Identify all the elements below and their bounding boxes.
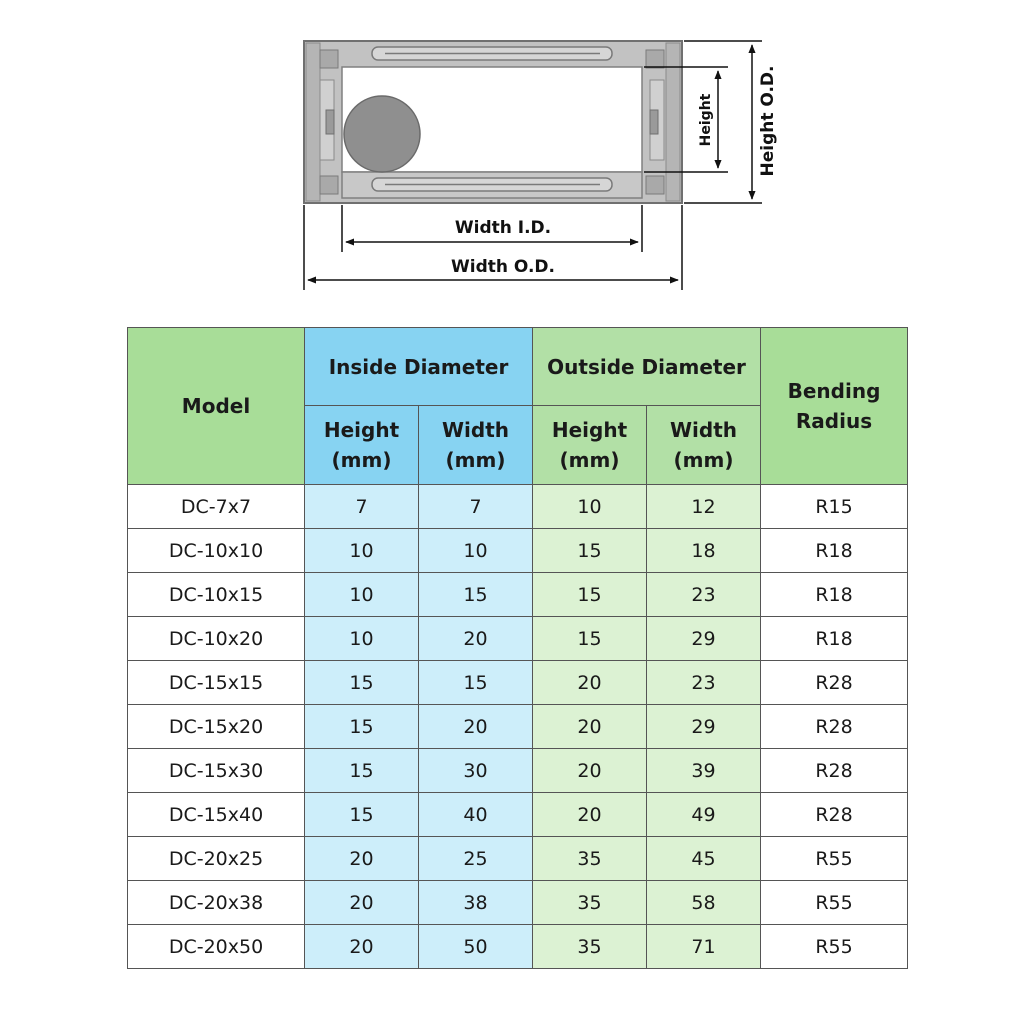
- table-row: [128, 485, 908, 529]
- cell-inside-width: 25: [419, 837, 533, 881]
- table-row: [128, 573, 908, 617]
- cell-outside-width: 29: [647, 617, 761, 661]
- cell-model: DC-20x25: [128, 837, 305, 881]
- table-row: [128, 617, 908, 661]
- cell-outside-width: 45: [647, 837, 761, 881]
- header-outside-diameter: Outside Diameter: [533, 328, 761, 406]
- table-row: [128, 529, 908, 573]
- cell-inside-width: 15: [419, 573, 533, 617]
- table-row: [128, 705, 908, 749]
- cell-outside-height: 20: [533, 749, 647, 793]
- header-inside-height-label: Height: [323, 418, 400, 442]
- cell-model: DC-10x20: [128, 617, 305, 661]
- label-width-id: Width I.D.: [454, 218, 552, 238]
- cell-bending-radius: R18: [761, 617, 908, 661]
- cell-inside-width: 30: [419, 749, 533, 793]
- chain-cross-section-diagram: [0, 0, 1024, 300]
- cell-inside-width: 10: [419, 529, 533, 573]
- cell-bending-radius: R18: [761, 529, 908, 573]
- cell-outside-height: 35: [533, 837, 647, 881]
- cell-inside-width: 50: [419, 925, 533, 969]
- cell-bending-radius: R15: [761, 485, 908, 529]
- cell-model: DC-7x7: [128, 485, 305, 529]
- cell-model: DC-10x10: [128, 529, 305, 573]
- header-inside-height: [305, 406, 419, 485]
- cell-outside-height: 35: [533, 925, 647, 969]
- header-outside-width-label: Width: [670, 418, 738, 442]
- cell-bending-radius: R28: [761, 793, 908, 837]
- spec-table-body: [128, 485, 908, 969]
- header-inside-width-unit: (mm): [445, 448, 506, 472]
- cell-inside-height: 10: [305, 573, 419, 617]
- cell-model: DC-20x50: [128, 925, 305, 969]
- table-row: [128, 837, 908, 881]
- cell-inside-height: 15: [305, 793, 419, 837]
- cell-outside-width: 71: [647, 925, 761, 969]
- cell-bending-radius: R55: [761, 837, 908, 881]
- cell-bending-radius: R55: [761, 925, 908, 969]
- cell-model: DC-20x38: [128, 881, 305, 925]
- header-outside-height: [533, 406, 647, 485]
- cell-inside-width: 20: [419, 617, 533, 661]
- cell-bending-radius: R55: [761, 881, 908, 925]
- cell-bending-radius: R28: [761, 705, 908, 749]
- header-inside-width: [419, 406, 533, 485]
- cell-inside-height: 20: [305, 837, 419, 881]
- header-outside-width-unit: (mm): [673, 448, 734, 472]
- header-outside-height-unit: (mm): [559, 448, 620, 472]
- cell-bending-radius: R18: [761, 573, 908, 617]
- cell-outside-height: 15: [533, 617, 647, 661]
- label-width-od: Width O.D.: [450, 257, 556, 277]
- cell-outside-height: 15: [533, 573, 647, 617]
- cell-inside-height: 15: [305, 705, 419, 749]
- cell-model: DC-15x30: [128, 749, 305, 793]
- cell-inside-width: 38: [419, 881, 533, 925]
- cell-outside-width: 18: [647, 529, 761, 573]
- cell-bending-radius: R28: [761, 661, 908, 705]
- spec-table: [127, 327, 908, 969]
- table-row: [128, 881, 908, 925]
- cell-outside-height: 15: [533, 529, 647, 573]
- cell-inside-width: 40: [419, 793, 533, 837]
- cell-inside-height: 10: [305, 617, 419, 661]
- cell-inside-height: 15: [305, 661, 419, 705]
- cell-outside-height: 35: [533, 881, 647, 925]
- header-bending-radius-text: Bending Radius: [787, 379, 881, 433]
- cell-outside-width: 49: [647, 793, 761, 837]
- cable-circle: [344, 96, 420, 172]
- cell-outside-height: 20: [533, 661, 647, 705]
- cell-inside-height: 15: [305, 749, 419, 793]
- cell-outside-height: 20: [533, 793, 647, 837]
- header-model: Model: [128, 328, 305, 485]
- table-row: [128, 661, 908, 705]
- label-height: Height: [698, 93, 714, 147]
- header-inside-height-unit: (mm): [331, 448, 392, 472]
- table-row: [128, 925, 908, 969]
- header-bending-radius: [761, 328, 908, 485]
- cell-outside-height: 20: [533, 705, 647, 749]
- label-height-od: Height O.D.: [758, 65, 778, 177]
- table-row: [128, 749, 908, 793]
- cell-model: DC-15x15: [128, 661, 305, 705]
- cell-inside-height: 7: [305, 485, 419, 529]
- cell-bending-radius: R28: [761, 749, 908, 793]
- cell-inside-height: 20: [305, 925, 419, 969]
- cell-outside-width: 23: [647, 661, 761, 705]
- cell-inside-height: 10: [305, 529, 419, 573]
- cell-inside-width: 7: [419, 485, 533, 529]
- cell-outside-width: 12: [647, 485, 761, 529]
- cell-outside-width: 58: [647, 881, 761, 925]
- cell-model: DC-10x15: [128, 573, 305, 617]
- cell-outside-width: 23: [647, 573, 761, 617]
- cell-model: DC-15x40: [128, 793, 305, 837]
- header-inside-width-label: Width: [441, 418, 510, 442]
- cell-outside-width: 39: [647, 749, 761, 793]
- cell-inside-width: 15: [419, 661, 533, 705]
- table-row: [128, 793, 908, 837]
- header-inside-diameter: Inside Diameter: [305, 328, 533, 406]
- cell-outside-width: 29: [647, 705, 761, 749]
- header-outside-height-label: Height: [551, 418, 628, 442]
- cell-outside-height: 10: [533, 485, 647, 529]
- cell-model: DC-15x20: [128, 705, 305, 749]
- cell-inside-height: 20: [305, 881, 419, 925]
- header-outside-width: [647, 406, 761, 485]
- cell-inside-width: 20: [419, 705, 533, 749]
